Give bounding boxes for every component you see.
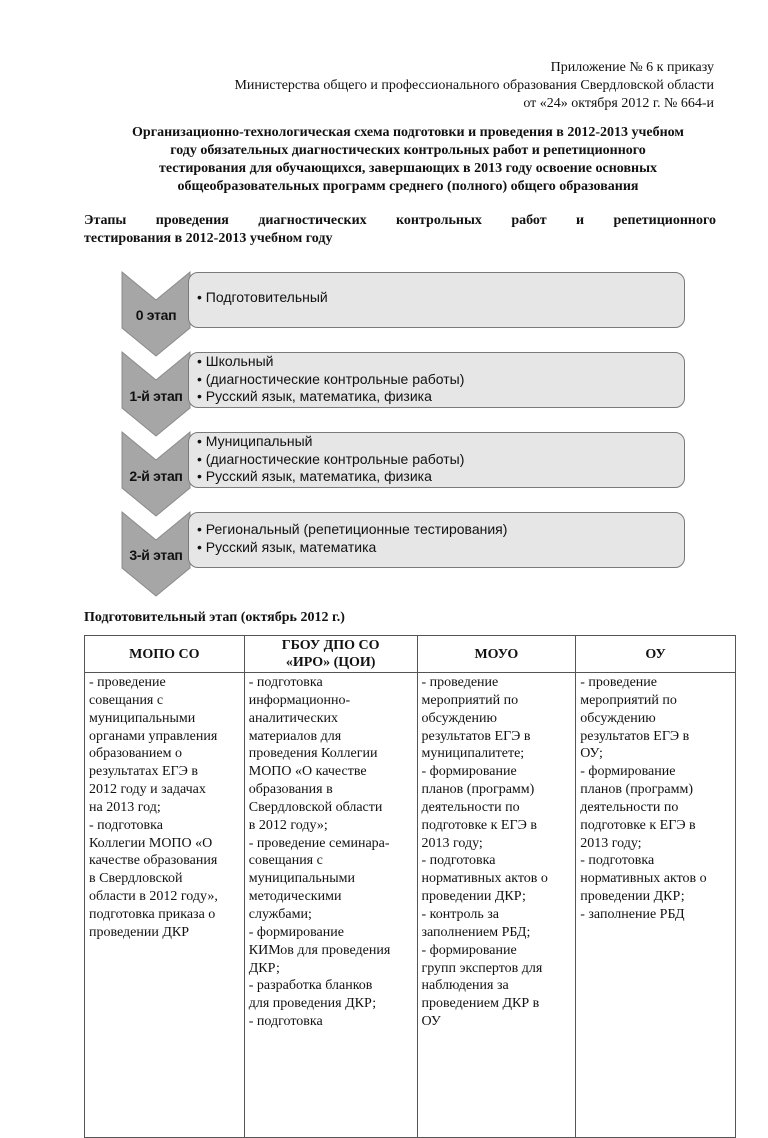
header-line: МОУО — [474, 646, 519, 662]
cell-line: - контроль за — [421, 906, 499, 922]
cell-line: службами; — [248, 906, 312, 922]
stage-box — [188, 352, 685, 408]
heading-word: проведения — [155, 213, 229, 228]
stage-item: • (диагностические контрольные работы) — [197, 451, 684, 469]
header-line: МОПО СО — [129, 646, 200, 662]
cell-line: ДКР; — [248, 960, 280, 976]
stage-label: 2-й этап — [129, 468, 183, 484]
cell-line: деятельности по — [421, 799, 520, 815]
cell-line: - проведение — [89, 675, 166, 690]
cell-line: проведении ДКР; — [580, 889, 685, 905]
cell-line: подготовка приказа о — [89, 906, 216, 922]
cell-line: КИМов для проведения — [248, 942, 391, 958]
cell-line: - проведение — [421, 675, 499, 690]
cell-line: в Свердловской — [89, 871, 183, 887]
heading-word: контрольных — [396, 213, 482, 228]
header-line: от «24» октября 2012 г. № 664-и — [523, 96, 714, 111]
stage-label: 0 этап — [135, 307, 177, 323]
cell-line: - подготовка — [248, 675, 323, 690]
stage-label: 3-й этап — [129, 547, 183, 563]
cell-line: проведением ДКР в — [421, 996, 540, 1012]
cell-line: совещания с — [248, 853, 323, 869]
cell-line: - формирование — [421, 942, 517, 958]
cell-line: - проведение семинара- — [248, 835, 390, 851]
cell-line: МОПО «О качестве — [248, 764, 367, 780]
cell-line: мероприятий по — [580, 692, 677, 708]
cell-line: области в 2012 году», — [89, 889, 218, 905]
header-line: ОУ — [645, 646, 666, 662]
cell-line: - подготовка — [248, 1014, 323, 1030]
heading-word: репетиционного — [613, 213, 716, 228]
table-header-row — [85, 636, 736, 673]
column-header — [244, 636, 417, 673]
cell-line: проведения Коллегии — [248, 746, 378, 762]
cell-line: качестве образования — [89, 853, 218, 869]
prep-stage-heading: Подготовительный этап (октябрь 2012 г.) — [84, 610, 345, 625]
cell-line: - проведение — [580, 675, 657, 690]
cell-line: - формирование — [421, 764, 517, 780]
stage-item: • Школьный — [197, 353, 684, 371]
cell-line: ОУ — [421, 1014, 441, 1030]
cell-line: материалов для — [248, 728, 342, 744]
cell-line: - заполнение РБД — [580, 906, 685, 922]
cell-line: информационно- — [248, 692, 351, 708]
cell-line: 2012 году и задачах — [89, 782, 206, 798]
cell-line: результатов ЕГЭ в — [421, 728, 531, 744]
cell-line: результатов ЕГЭ в — [580, 728, 690, 744]
title-line: Организационно-технологическая схема подготовки и проведения в 2012-2013 учебном — [132, 125, 684, 140]
cell-line: планов (программ) — [421, 782, 535, 798]
table-cell — [576, 673, 736, 1138]
cell-line: нормативных актов о — [421, 871, 548, 887]
cell-line: групп экспертов для — [421, 960, 543, 976]
table-cell — [417, 673, 576, 1138]
table-row — [85, 673, 736, 1138]
header-line: ГБОУ ДПО СО — [281, 638, 380, 653]
cell-line: подготовке к ЕГЭ в — [580, 817, 696, 833]
cell-line: муниципальными — [248, 871, 356, 887]
heading-word: диагностических — [258, 213, 367, 228]
header-line: Министерства общего и профессионального образования Свердловской области — [234, 78, 714, 93]
cell-line: планов (программ) — [580, 782, 694, 798]
cell-line: методическими — [248, 889, 342, 905]
cell-line: нормативных актов о — [580, 871, 707, 887]
stage-item: • Русский язык, математика — [197, 539, 684, 557]
cell-line: Коллегии МОПО «О — [89, 835, 213, 851]
column-header — [417, 636, 576, 673]
title-line: общеобразовательных программ среднего (полного) общего образования — [177, 179, 639, 194]
cell-line: мероприятий по — [421, 692, 519, 708]
heading-word: и — [576, 213, 585, 228]
cell-line: проведении ДКР — [89, 924, 190, 940]
cell-line: образования в — [248, 782, 333, 798]
cell-line: образованием о — [89, 746, 182, 762]
cell-line: - формирование — [580, 764, 676, 780]
stage-item: • Русский язык, математика, физика — [197, 388, 684, 406]
cell-line: в 2012 году»; — [248, 817, 328, 833]
stage-item: • Региональный (репетиционные тестирования) — [197, 521, 684, 539]
cell-line: аналитических — [248, 710, 338, 726]
stage-box — [188, 432, 685, 488]
title-line: тестирования для обучающихся, завершающих в 2013 году освоение основных — [158, 161, 658, 176]
column-header — [85, 636, 245, 673]
cell-line: подготовке к ЕГЭ в — [421, 817, 537, 833]
table-cell — [244, 673, 417, 1138]
cell-line: - подготовка — [580, 853, 655, 869]
cell-line: муниципальными — [89, 710, 196, 726]
column-header — [576, 636, 736, 673]
stage-item: • Муниципальный — [197, 433, 684, 451]
stage-box — [188, 512, 685, 568]
table-cell — [85, 673, 245, 1138]
cell-line: обсуждению — [580, 710, 656, 726]
cell-line: проведении ДКР; — [421, 889, 526, 905]
cell-line: заполнением РБД; — [421, 924, 531, 940]
cell-line: 2013 году; — [580, 835, 642, 851]
title-line: году обязательных диагностических контрольных работ и репетиционного — [170, 143, 646, 158]
heading-word: работ — [511, 213, 547, 228]
cell-line: - формирование — [248, 924, 344, 940]
stage-item: • Подготовительный — [197, 289, 684, 307]
cell-line: органами управления — [89, 728, 218, 744]
header-line: «ИРО» (ЦОИ) — [285, 655, 376, 670]
cell-line: обсуждению — [421, 710, 497, 726]
cell-line: муниципалитете; — [421, 746, 525, 762]
stage-label: 1-й этап — [129, 388, 183, 404]
stage-item: • (диагностические контрольные работы) — [197, 371, 684, 389]
heading-line: тестирования в 2012-2013 учебном году — [84, 231, 333, 246]
cell-line: на 2013 год; — [89, 799, 161, 815]
prep-stage-table — [84, 635, 736, 1138]
header-line: Приложение № 6 к приказу — [550, 60, 714, 75]
cell-line: Свердловской области — [248, 799, 383, 815]
cell-line: ОУ; — [580, 746, 603, 762]
cell-line: совещания с — [89, 692, 164, 708]
cell-line: результатах ЕГЭ в — [89, 764, 198, 780]
cell-line: - подготовка — [89, 817, 163, 833]
cell-line: наблюдения за — [421, 978, 509, 994]
stage-box — [188, 272, 685, 328]
cell-line: 2013 году; — [421, 835, 483, 851]
stage-item: • Русский язык, математика, физика — [197, 468, 684, 486]
heading-word: Этапы — [84, 213, 127, 228]
cell-line: - подготовка — [421, 853, 496, 869]
cell-line: - разработка бланков — [248, 978, 373, 994]
cell-line: деятельности по — [580, 799, 679, 815]
cell-line: для проведения ДКР; — [248, 996, 377, 1012]
